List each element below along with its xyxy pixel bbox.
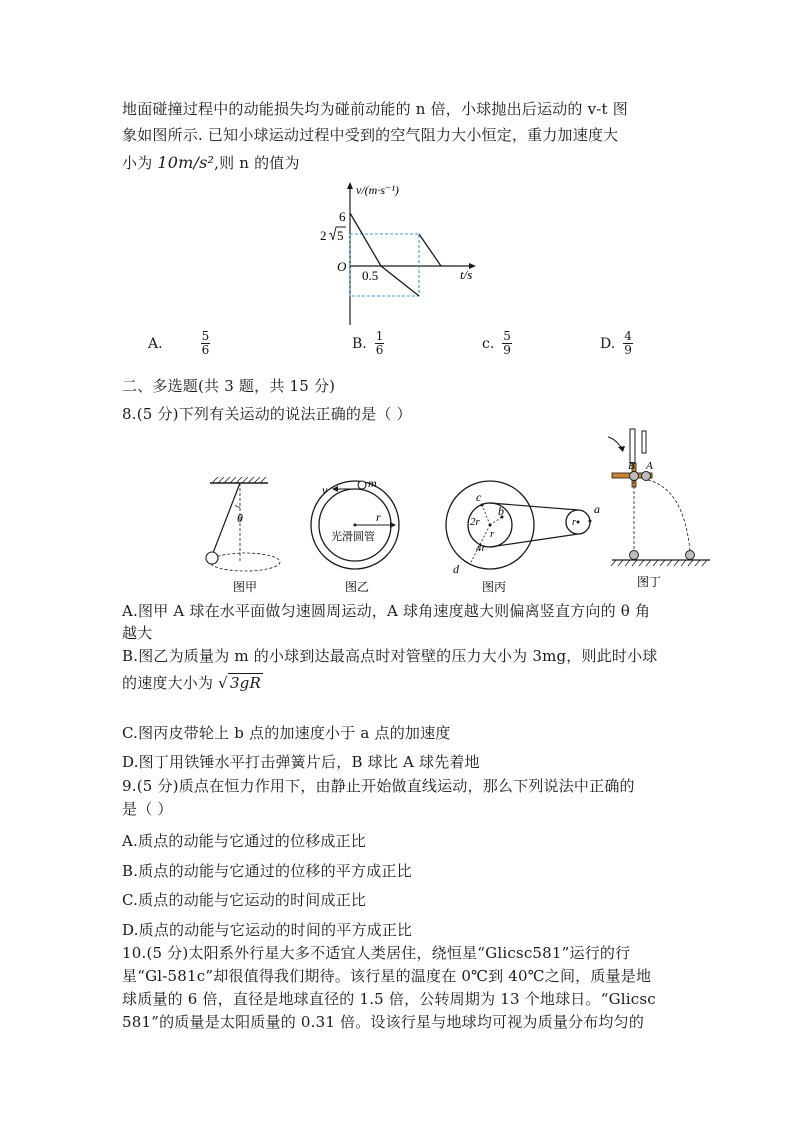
vt-line-up [350,213,381,266]
fig-jia-theta: θ [237,511,243,525]
q7-intro-line3 [122,152,300,173]
fig-bing-a: a [594,502,600,516]
q7-option-c[interactable] [482,330,512,357]
fig-ding-B: B [628,460,635,472]
q8-option-b-line1: B.图乙为质量为 m 的小球到达最高点时对管壁的压力大小为 3mg，则此时小球 [122,647,658,665]
vt-tick-2root5-coef: 2 [320,228,327,243]
q8-figures [180,425,720,600]
vt-ylabel: v/(m·s⁻¹) [356,183,399,197]
vt-tick-6: 6 [339,209,346,224]
gravity-value: 10m/s² [157,153,215,172]
vt-dashed-box [350,234,419,296]
q7-option-a-fraction: $\frac{5}{6}$ [201,329,210,357]
fig-ding-hammer [630,429,635,463]
vt-y-arrow [347,182,353,189]
q7-option-d[interactable] [600,330,633,357]
fig-yi [311,476,399,594]
fig-bing-d: d [453,562,459,576]
vt-xlabel: t/s [460,267,473,282]
q7-option-c-fraction: $\frac{5}{9}$ [503,329,511,357]
fig-yi-r: r [376,510,381,524]
q8-stem: 8.(5 分)下列有关运动的说法正确的是（ ） [122,405,412,423]
q7-intro-line2: 象如图所示. 已知小球运动过程中受到的空气阻力大小恒定，重力加速度大 [122,126,619,144]
q10-line4: 581”的质量是太阳质量的 0.31 倍。设该行星与地球均可视为质量分布均匀的 [122,1013,645,1031]
q8-option-c: C.图丙皮带轮上 b 点的加速度小于 a 点的加速度 [122,724,451,742]
fig-ding-b-landing [630,551,639,560]
fig-bing-4r: 4r [476,542,486,554]
vt-line-down [381,266,419,296]
sqrt-3gR: √ 3gR [218,674,261,692]
q7-option-d-fraction: $\frac{4}{9}$ [624,329,632,357]
fig-yi-tube-label: 光滑圆管 [331,531,375,543]
fig-ding-A: A [646,460,653,472]
fig-ding-ball-b [630,472,639,481]
q10-line1: 10.(5 分)太阳系外行星大多不适宜人类居住，绕恒星“Glicsc581”运行的行 [122,944,631,962]
q10-line2: 星“Gl-581c”却很值得我们期待。该行星的温度在 0℃到 40℃之间，质量是地 [122,967,652,985]
q7-option-c-label: c. [482,335,495,352]
fig-bing-belt-bottom [490,534,578,547]
fig-yi-m: m [368,476,377,490]
fig-jia-ball [206,552,218,564]
q7-option-d-label: D. [600,335,616,352]
q8-option-b-line2-pre: 的速度大小为 [122,674,219,692]
q9-option-b: B.质点的动能与它通过的位移的平方成正比 [122,862,412,880]
vt-tick-2root5-rad: 5 [337,228,344,243]
fig-bing-r: r [490,528,495,540]
q9-option-c: C.质点的动能与它运动的时间成正比 [122,891,367,909]
fig-yi-v: v [322,483,328,497]
fig-bing-b: b [498,504,504,518]
q7-option-a-label: A. [148,335,163,352]
q7-option-b[interactable] [352,330,384,357]
vt-line-rebound [419,234,441,266]
fig-ding-caption: 图丁 [637,575,662,589]
fig-bing-2r: 2r [470,516,480,528]
vt-graph [300,180,500,330]
fig-bing-caption: 图丙 [482,580,507,594]
section-heading: 二、多选题(共 3 题，共 15 分) [122,377,336,395]
q7-intro-line3-pre: 小为 [122,154,158,172]
q7-intro-line3-post: ,则 n 的值为 [214,154,300,172]
fig-ding-a-landing [686,551,695,560]
q7-option-b-label: B. [352,335,367,352]
fig-jia-theta-arc [235,505,240,507]
q9-option-d: D.质点的动能与它运动的时间的平方成正比 [122,921,413,939]
vt-origin: O [337,259,347,274]
fig-ding [608,429,710,589]
vt-tick-0p5: 0.5 [362,268,379,283]
q8-option-b-line2 [122,672,263,693]
q10-line3: 球质量的 6 倍，直径是地球直径的 1.5 倍，公转周期为 13 个地球日。“Glicsc [122,990,656,1008]
q9-stem-line2: 是（ ） [122,800,173,818]
fig-yi-caption: 图乙 [345,580,370,594]
fig-yi-ball [358,481,366,489]
fig-jia-orbit [210,553,280,571]
fig-ding-ball-a [642,472,651,481]
q8-option-a-line1: A.图甲 A 球在水平面做匀速圆周运动，A 球角速度越大则偏离竖直方向的 θ 角 [122,602,651,620]
q7-option-b-fraction: $\frac{1}{6}$ [375,329,384,357]
fig-bing [446,481,600,594]
fig-jia [206,477,280,594]
fig-bing-r-small: r [572,517,576,528]
fig-bing-c: c [476,490,482,504]
q9-stem-line1: 9.(5 分)质点在恒力作用下，由静止开始做直线运动，那么下列说法中正确的 [122,777,635,795]
q7-intro-line1: 地面碰撞过程中的动能损失均为碰前动能的 n 倍，小球抛出后运动的 v-t 图 [122,100,628,118]
fig-jia-caption: 图甲 [233,580,258,594]
fig-jia-string [213,483,240,553]
fig-ding-a-path [648,480,690,551]
q7-option-a[interactable] [148,330,210,357]
q8-option-a-line2: 越大 [122,624,153,642]
q9-option-a: A.质点的动能与它通过的位移成正比 [122,832,367,850]
q8-option-d: D.图丁用铁锤水平打击弹簧片后，B 球比 A 球先着地 [122,753,480,771]
